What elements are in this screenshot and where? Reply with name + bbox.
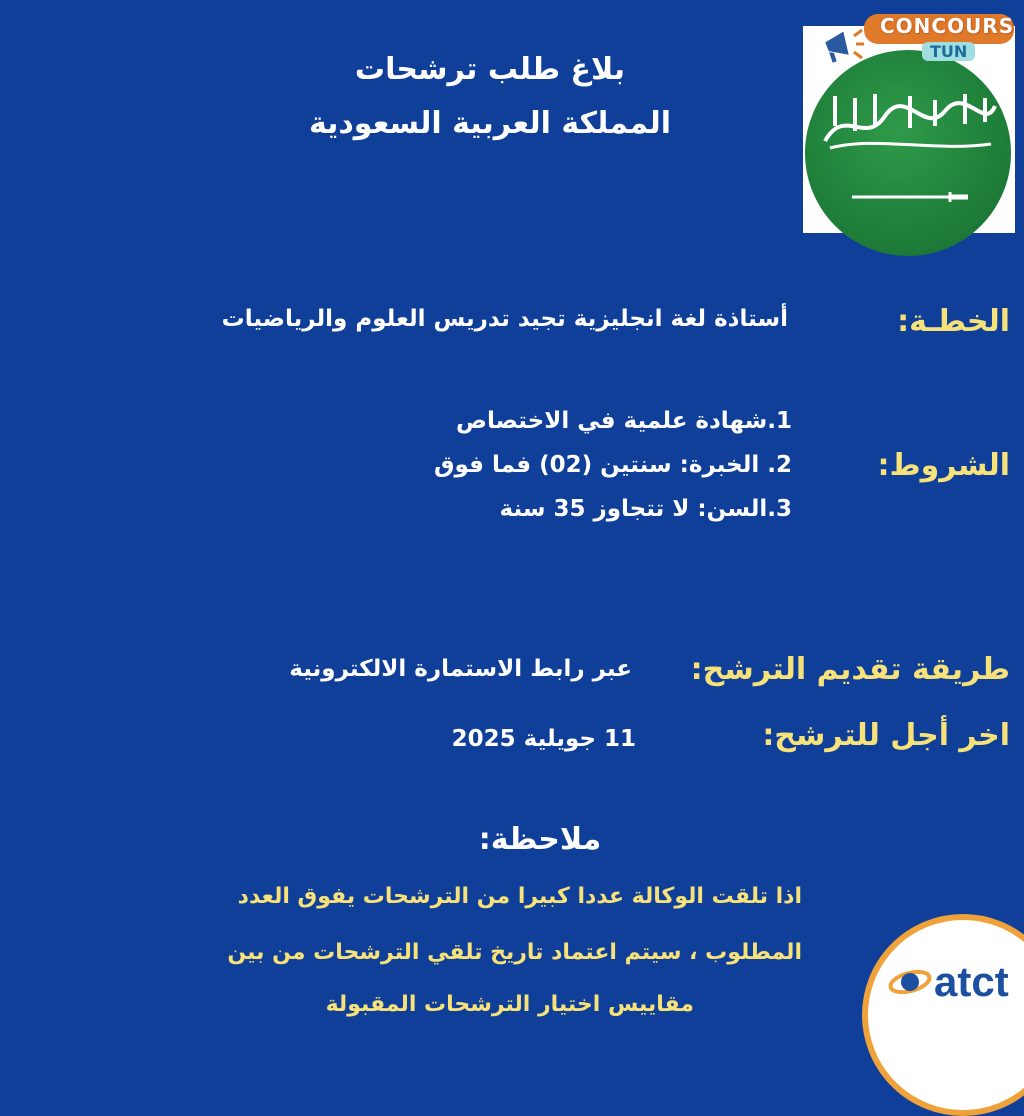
- atct-logo-badge: [862, 914, 1024, 1116]
- note-line-3: مقاييس اختيار الترشحات المقبولة: [325, 992, 694, 1017]
- saudi-flag-icon: [805, 50, 1011, 256]
- plan-value: أستاذة لغة انجليزية تجيد تدريس العلوم والرياضيات: [221, 306, 788, 332]
- condition-item-3: 3.السن: لا تتجاوز 35 سنة: [499, 496, 792, 522]
- note-line-1: اذا تلقت الوكالة عددا كبيرا من الترشحات يفوق العدد: [237, 884, 802, 909]
- plan-label: الخطـة:: [897, 304, 1010, 339]
- atct-logo-text: atct: [934, 958, 1009, 1005]
- page-subtitle: المملكة العربية السعودية: [308, 106, 672, 141]
- shahada-script-icon: [815, 86, 1001, 156]
- deadline-label: اخر أجل للترشح:: [762, 718, 1010, 753]
- application-method-label: طريقة تقديم الترشح:: [690, 652, 1010, 687]
- deadline-value: 11 جويلية 2025: [451, 726, 636, 752]
- note-label: ملاحظة:: [478, 822, 602, 857]
- sword-icon: [850, 190, 970, 204]
- tun-badge-text: TUN: [922, 42, 975, 61]
- concours-badge-text: CONCOURS: [880, 14, 1015, 38]
- application-method-value: عبر رابط الاستمارة الالكترونية: [289, 656, 632, 682]
- conditions-label: الشروط:: [877, 448, 1010, 483]
- note-line-2: المطلوب ، سيتم اعتماد تاريخ تلقي الترشحات من بين: [227, 940, 802, 965]
- atct-logo-icon: [888, 962, 932, 1002]
- condition-item-2: 2. الخبرة: سنتين (02) فما فوق: [433, 452, 792, 478]
- page-title: بلاغ طلب ترشحات: [354, 52, 626, 87]
- condition-item-1: 1.شهادة علمية في الاختصاص: [456, 408, 792, 434]
